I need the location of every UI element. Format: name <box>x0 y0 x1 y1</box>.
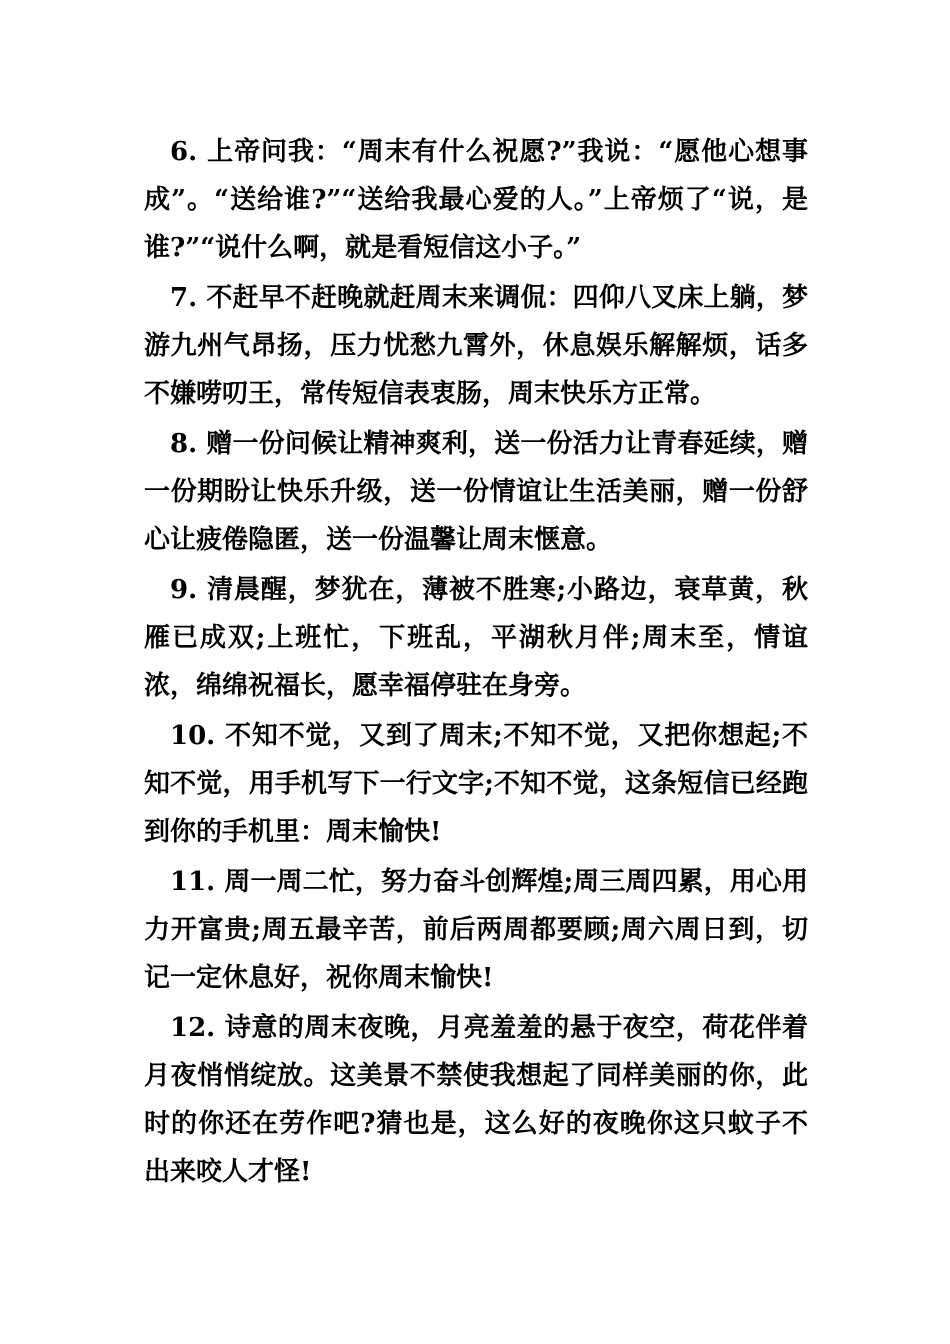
document-body <box>144 128 808 1198</box>
paragraph-9: 9. 清晨醒，梦犹在，薄被不胜寒;小路边，衰草黄，秋雁已成双;上班忙，下班乱，平湖秋月伴;周末至，情谊浓，绵绵祝福长，愿幸福停驻在身旁。 <box>144 575 808 701</box>
paragraph-12: 12. 诗意的周末夜晚，月亮羞羞的悬于夜空，荷花伴着月夜悄悄绽放。这美景不禁使我想起了同样美丽的你，此时的你还在劳作吧?猜也是，这么好的夜晚你这只蚊子不出来咬人才怪! <box>144 1013 808 1187</box>
paragraph-6: 6. 上帝问我：“周末有什么祝愿?”我说：“愿他心想事成”。“送给谁?”“送给我最心爱的人。”上帝烦了“说，是谁?”“说什么啊，就是看短信这小子。” <box>144 137 808 263</box>
paragraph-7: 7. 不赶早不赶晚就赶周末来调侃：四仰八叉床上躺，梦游九州气昂扬，压力忧愁九霄外，休息娱乐解解烦，话多不嫌唠叨王，常传短信表衷肠，周末快乐方正常。 <box>144 283 808 409</box>
paragraph-10: 10. 不知不觉，又到了周末;不知不觉，又把你想起;不知不觉，用手机写下一行文字;不知不觉，这条短信已经跑到你的手机里：周末愉快! <box>144 721 808 847</box>
paragraph-8: 8. 赠一份问候让精神爽利，送一份活力让青春延续，赠一份期盼让快乐升级，送一份情谊让生活美丽，赠一份舒心让疲倦隐匿，送一份温馨让周末惬意。 <box>144 429 808 555</box>
paragraph-11: 11. 周一周二忙，努力奋斗创辉煌;周三周四累，用心用力开富贵;周五最辛苦，前后两周都要顾;周六周日到，切记一定休息好，祝你周末愉快! <box>144 867 808 993</box>
